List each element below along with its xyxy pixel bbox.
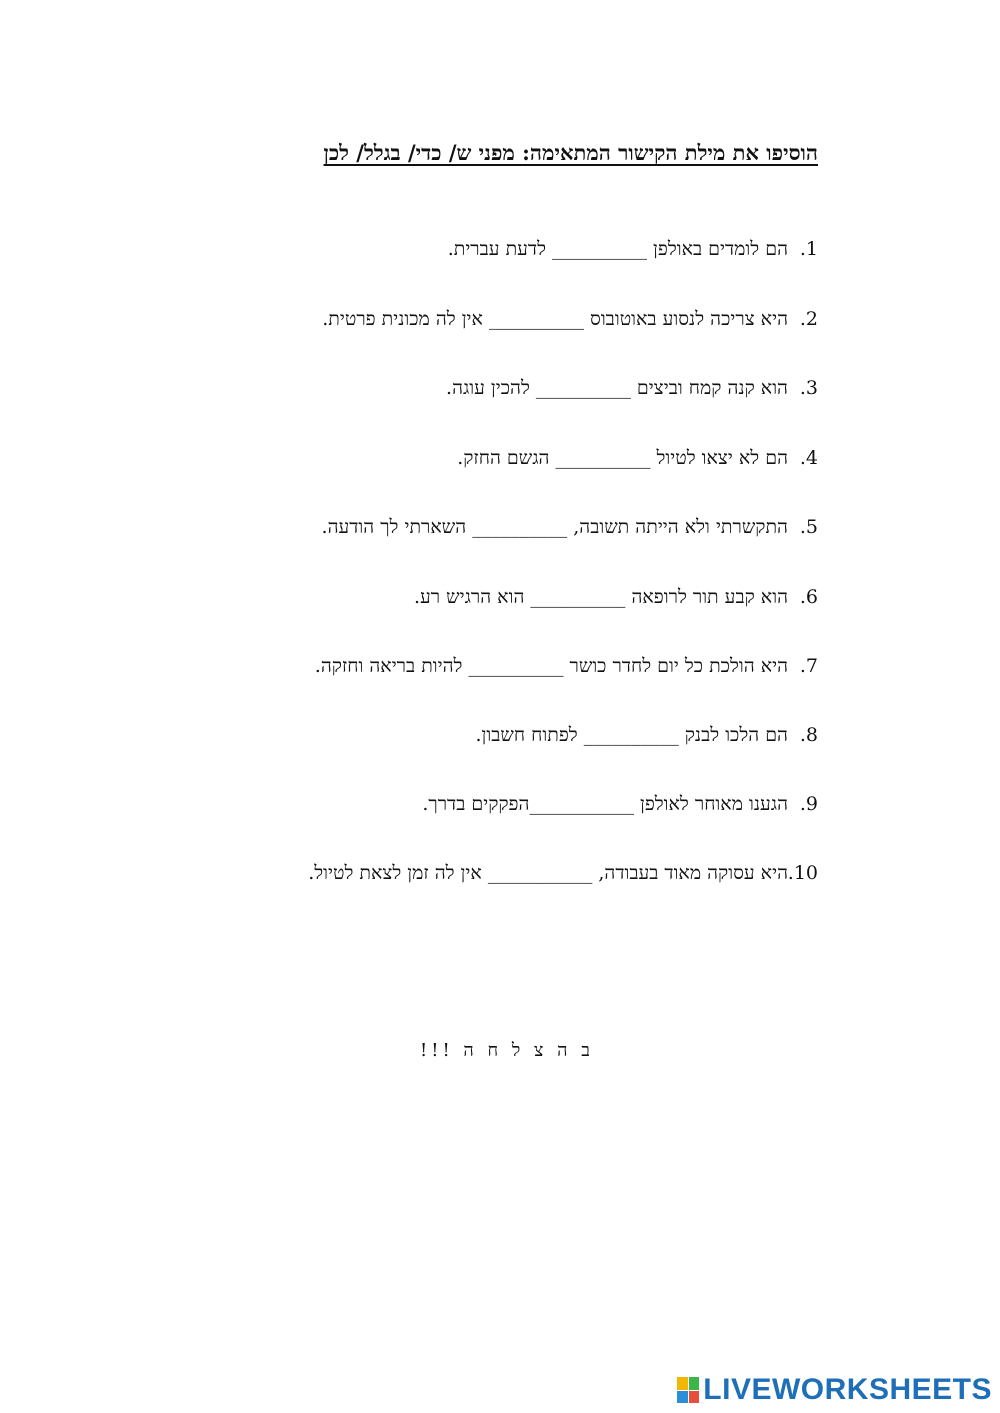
question-10	[308, 862, 818, 885]
question-number: 4.	[799, 447, 818, 469]
question-number: 9.	[799, 793, 818, 815]
question-text: הוא קבע תור לרופאה __________ הוא הרגיש רע.	[414, 586, 788, 608]
question-8	[476, 724, 818, 747]
question-9	[422, 793, 818, 816]
question-number: 6.	[799, 586, 818, 608]
logo-text: LIVEWORKSHEETS	[703, 1373, 992, 1406]
question-text: היא הולכת כל יום לחדר כושר __________ להיות בריאה וחזקה.	[314, 655, 788, 677]
question-number: 8.	[799, 724, 818, 746]
question-text: הם הלכו לבנק __________ לפתוח חשבון.	[475, 724, 788, 746]
question-text: הם לומדים באולפן __________ לדעת עברית.	[447, 238, 788, 260]
question-text: הוא קנה קמח וביצים __________ להכין עוגה.	[446, 377, 788, 399]
question-number: 10.	[787, 862, 818, 884]
logo-icon	[677, 1377, 699, 1403]
question-number: 2.	[799, 308, 818, 330]
question-number: 3.	[799, 377, 818, 399]
question-text: היא צריכה לנסוע באוטובוס __________ אין לה מכונית פרטית.	[322, 308, 788, 330]
question-text: התקשרתי ולא הייתה תשובה, __________ השארתי לך הודעה.	[321, 516, 788, 538]
question-7	[315, 655, 818, 678]
question-5	[322, 516, 818, 539]
question-2	[322, 308, 818, 331]
closing-text: ב ה צ ל ח ה !!!	[420, 1040, 594, 1061]
question-text: הגענו מאוחר לאולפן ___________הפקקים בדרך.	[422, 793, 788, 815]
liveworksheets-logo[interactable]	[677, 1373, 992, 1407]
question-4	[457, 447, 818, 470]
question-number: 7.	[799, 655, 818, 677]
question-text: היא עסוקה מאוד בעבודה, ___________ אין לה זמן לצאת לטיול.	[308, 862, 788, 884]
question-6	[414, 586, 818, 609]
question-number: 1.	[799, 238, 818, 260]
question-number: 5.	[799, 516, 818, 538]
question-1	[448, 238, 818, 261]
question-text: הם לא יצאו לטיול __________ הגשם החזק.	[457, 447, 788, 469]
question-3	[446, 377, 818, 400]
worksheet-title: הוסיפו את מילת הקישור המתאימה: מפני ש/ כדי/ בגלל/ לכן	[323, 140, 818, 165]
